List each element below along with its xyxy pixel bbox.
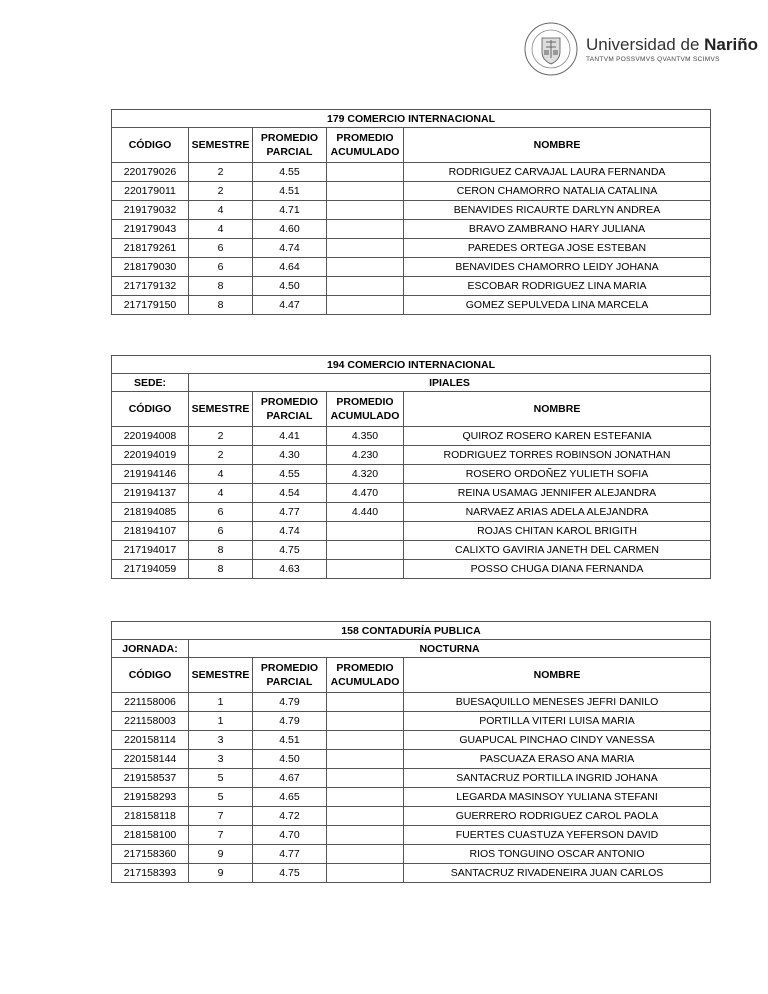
table-row: [112, 750, 711, 769]
col-header-promedio-parcial: PROMEDIO PARCIAL: [253, 658, 327, 693]
col-header-semestre: SEMESTRE: [189, 658, 253, 693]
cell-semestre: 4: [189, 201, 253, 220]
sede-value: IPIALES: [189, 374, 711, 392]
cell-promedio-acumulado: 4.320: [327, 465, 404, 484]
col-header-codigo: CÓDIGO: [112, 392, 189, 427]
logo-university-name: Universidad de Nariño: [586, 34, 758, 54]
table-row: [112, 182, 711, 201]
table-row: [112, 731, 711, 750]
table-row: [112, 163, 711, 182]
cell-semestre: 7: [189, 826, 253, 845]
cell-promedio-acumulado: [327, 731, 404, 750]
table-title: 158 CONTADURÍA PUBLICA: [112, 622, 711, 640]
cell-promedio-parcial: 4.60: [253, 220, 327, 239]
cell-semestre: 8: [189, 560, 253, 579]
cell-semestre: 1: [189, 712, 253, 731]
cell-semestre: 1: [189, 693, 253, 712]
cell-semestre: 4: [189, 220, 253, 239]
cell-semestre: 8: [189, 296, 253, 315]
cell-promedio-acumulado: [327, 864, 404, 883]
cell-nombre: SANTACRUZ PORTILLA INGRID JOHANA: [404, 769, 711, 788]
table-194-comercio-internacional: [111, 355, 711, 579]
cell-semestre: 6: [189, 522, 253, 541]
cell-codigo: 220158114: [112, 731, 189, 750]
cell-semestre: 9: [189, 845, 253, 864]
cell-promedio-acumulado: 4.230: [327, 446, 404, 465]
cell-promedio-acumulado: 4.350: [327, 427, 404, 446]
col-header-promedio-acumulado: PROMEDIO ACUMULADO: [327, 128, 404, 163]
cell-semestre: 9: [189, 864, 253, 883]
col-header-semestre: SEMESTRE: [189, 128, 253, 163]
table-row: [112, 845, 711, 864]
cell-nombre: REINA USAMAG JENNIFER ALEJANDRA: [404, 484, 711, 503]
col-header-nombre: NOMBRE: [404, 392, 711, 427]
table-row: [112, 239, 711, 258]
cell-codigo: 217194017: [112, 541, 189, 560]
jornada-value: NOCTURNA: [189, 640, 711, 658]
cell-codigo: 220194008: [112, 427, 189, 446]
cell-semestre: 7: [189, 807, 253, 826]
cell-promedio-parcial: 4.50: [253, 750, 327, 769]
cell-nombre: BRAVO ZAMBRANO HARY JULIANA: [404, 220, 711, 239]
cell-nombre: PORTILLA VITERI LUISA MARIA: [404, 712, 711, 731]
logo-text: [586, 36, 758, 63]
table-row: [112, 277, 711, 296]
col-header-codigo: CÓDIGO: [112, 128, 189, 163]
cell-nombre: PAREDES ORTEGA JOSE ESTEBAN: [404, 239, 711, 258]
table-title: 194 COMERCIO INTERNACIONAL: [112, 356, 711, 374]
cell-nombre: GUAPUCAL PINCHAO CINDY VANESSA: [404, 731, 711, 750]
cell-promedio-parcial: 4.70: [253, 826, 327, 845]
cell-semestre: 2: [189, 182, 253, 201]
cell-promedio-acumulado: [327, 769, 404, 788]
cell-promedio-parcial: 4.55: [253, 465, 327, 484]
cell-promedio-parcial: 4.55: [253, 163, 327, 182]
cell-semestre: 5: [189, 788, 253, 807]
table-row: [112, 522, 711, 541]
cell-codigo: 219158537: [112, 769, 189, 788]
cell-promedio-parcial: 4.51: [253, 182, 327, 201]
cell-promedio-parcial: 4.79: [253, 712, 327, 731]
cell-promedio-parcial: 4.77: [253, 503, 327, 522]
cell-semestre: 2: [189, 446, 253, 465]
cell-promedio-acumulado: [327, 845, 404, 864]
table-row: [112, 541, 711, 560]
cell-codigo: 218179261: [112, 239, 189, 258]
table-row: [112, 693, 711, 712]
cell-promedio-acumulado: [327, 277, 404, 296]
cell-codigo: 217194059: [112, 560, 189, 579]
cell-codigo: 218194085: [112, 503, 189, 522]
table-row: [112, 465, 711, 484]
university-seal-icon: [524, 22, 578, 76]
cell-codigo: 221158003: [112, 712, 189, 731]
cell-codigo: 218158100: [112, 826, 189, 845]
cell-promedio-parcial: 4.50: [253, 277, 327, 296]
cell-promedio-acumulado: [327, 560, 404, 579]
col-header-promedio-acumulado: PROMEDIO ACUMULADO: [327, 658, 404, 693]
cell-semestre: 6: [189, 239, 253, 258]
cell-nombre: BENAVIDES RICAURTE DARLYN ANDREA: [404, 201, 711, 220]
table-row: [112, 427, 711, 446]
cell-nombre: ROSERO ORDOÑEZ YULIETH SOFIA: [404, 465, 711, 484]
table-row: [112, 864, 711, 883]
cell-semestre: 6: [189, 258, 253, 277]
cell-promedio-parcial: 4.67: [253, 769, 327, 788]
cell-codigo: 217158393: [112, 864, 189, 883]
table-row: [112, 296, 711, 315]
cell-promedio-acumulado: [327, 239, 404, 258]
col-header-promedio-parcial: PROMEDIO PARCIAL: [253, 392, 327, 427]
sede-label: SEDE:: [112, 374, 189, 392]
cell-promedio-acumulado: [327, 541, 404, 560]
cell-promedio-parcial: 4.74: [253, 239, 327, 258]
cell-semestre: 4: [189, 465, 253, 484]
cell-codigo: 219194146: [112, 465, 189, 484]
cell-codigo: 218194107: [112, 522, 189, 541]
cell-promedio-parcial: 4.75: [253, 864, 327, 883]
cell-promedio-parcial: 4.51: [253, 731, 327, 750]
cell-promedio-acumulado: [327, 750, 404, 769]
cell-semestre: 2: [189, 427, 253, 446]
cell-nombre: CERON CHAMORRO NATALIA CATALINA: [404, 182, 711, 201]
table-row: [112, 788, 711, 807]
cell-semestre: 3: [189, 731, 253, 750]
cell-codigo: 220179026: [112, 163, 189, 182]
cell-nombre: RODRIGUEZ TORRES ROBINSON JONATHAN: [404, 446, 711, 465]
cell-promedio-parcial: 4.30: [253, 446, 327, 465]
cell-semestre: 8: [189, 277, 253, 296]
table-title: 179 COMERCIO INTERNACIONAL: [112, 110, 711, 128]
cell-promedio-parcial: 4.75: [253, 541, 327, 560]
table-158-contaduria-publica: [111, 621, 711, 883]
cell-promedio-acumulado: [327, 258, 404, 277]
cell-semestre: 6: [189, 503, 253, 522]
cell-semestre: 3: [189, 750, 253, 769]
cell-promedio-acumulado: 4.470: [327, 484, 404, 503]
table-row: [112, 446, 711, 465]
cell-codigo: 217179150: [112, 296, 189, 315]
col-header-promedio-parcial: PROMEDIO PARCIAL: [253, 128, 327, 163]
cell-semestre: 5: [189, 769, 253, 788]
cell-promedio-parcial: 4.77: [253, 845, 327, 864]
cell-nombre: SANTACRUZ RIVADENEIRA JUAN CARLOS: [404, 864, 711, 883]
cell-nombre: RODRIGUEZ CARVAJAL LAURA FERNANDA: [404, 163, 711, 182]
cell-nombre: QUIROZ ROSERO KAREN ESTEFANIA: [404, 427, 711, 446]
cell-promedio-parcial: 4.54: [253, 484, 327, 503]
table-row: [112, 484, 711, 503]
cell-nombre: GOMEZ SEPULVEDA LINA MARCELA: [404, 296, 711, 315]
cell-codigo: 221158006: [112, 693, 189, 712]
cell-promedio-acumulado: [327, 220, 404, 239]
cell-promedio-parcial: 4.47: [253, 296, 327, 315]
table-row: [112, 220, 711, 239]
cell-semestre: 8: [189, 541, 253, 560]
table-row: [112, 503, 711, 522]
cell-promedio-acumulado: [327, 163, 404, 182]
cell-nombre: BUESAQUILLO MENESES JEFRI DANILO: [404, 693, 711, 712]
cell-promedio-acumulado: [327, 522, 404, 541]
cell-codigo: 220158144: [112, 750, 189, 769]
university-logo: [524, 22, 758, 76]
table-row: [112, 258, 711, 277]
cell-promedio-acumulado: [327, 712, 404, 731]
cell-nombre: CALIXTO GAVIRIA JANETH DEL CARMEN: [404, 541, 711, 560]
cell-nombre: PASCUAZA ERASO ANA MARIA: [404, 750, 711, 769]
cell-promedio-acumulado: [327, 807, 404, 826]
cell-promedio-parcial: 4.72: [253, 807, 327, 826]
table-row: [112, 826, 711, 845]
cell-codigo: 220179011: [112, 182, 189, 201]
cell-nombre: ESCOBAR RODRIGUEZ LINA MARIA: [404, 277, 711, 296]
col-header-nombre: NOMBRE: [404, 658, 711, 693]
col-header-codigo: CÓDIGO: [112, 658, 189, 693]
cell-promedio-parcial: 4.79: [253, 693, 327, 712]
cell-nombre: BENAVIDES CHAMORRO LEIDY JOHANA: [404, 258, 711, 277]
cell-nombre: NARVAEZ ARIAS ADELA ALEJANDRA: [404, 503, 711, 522]
cell-promedio-parcial: 4.64: [253, 258, 327, 277]
cell-codigo: 217179132: [112, 277, 189, 296]
cell-codigo: 220194019: [112, 446, 189, 465]
cell-codigo: 219179032: [112, 201, 189, 220]
cell-codigo: 219179043: [112, 220, 189, 239]
cell-codigo: 219158293: [112, 788, 189, 807]
cell-nombre: RIOS TONGUINO OSCAR ANTONIO: [404, 845, 711, 864]
cell-promedio-parcial: 4.65: [253, 788, 327, 807]
logo-motto: TANTVM POSSVMVS QVANTVM SCIMVS: [586, 55, 720, 63]
cell-promedio-acumulado: [327, 693, 404, 712]
cell-nombre: POSSO CHUGA DIANA FERNANDA: [404, 560, 711, 579]
cell-promedio-acumulado: [327, 788, 404, 807]
cell-nombre: GUERRERO RODRIGUEZ CAROL PAOLA: [404, 807, 711, 826]
cell-promedio-acumulado: [327, 826, 404, 845]
cell-promedio-acumulado: 4.440: [327, 503, 404, 522]
col-header-promedio-acumulado: PROMEDIO ACUMULADO: [327, 392, 404, 427]
cell-codigo: 219194137: [112, 484, 189, 503]
cell-promedio-acumulado: [327, 201, 404, 220]
cell-promedio-acumulado: [327, 182, 404, 201]
cell-nombre: ROJAS CHITAN KAROL BRIGITH: [404, 522, 711, 541]
table-row: [112, 201, 711, 220]
table-row: [112, 560, 711, 579]
cell-codigo: 217158360: [112, 845, 189, 864]
cell-codigo: 218158118: [112, 807, 189, 826]
cell-promedio-parcial: 4.71: [253, 201, 327, 220]
col-header-nombre: NOMBRE: [404, 128, 711, 163]
table-row: [112, 807, 711, 826]
table-row: [112, 769, 711, 788]
table-179-comercio-internacional: [111, 109, 711, 315]
table-row: [112, 712, 711, 731]
cell-semestre: 4: [189, 484, 253, 503]
col-header-semestre: SEMESTRE: [189, 392, 253, 427]
cell-semestre: 2: [189, 163, 253, 182]
cell-promedio-parcial: 4.41: [253, 427, 327, 446]
cell-promedio-parcial: 4.74: [253, 522, 327, 541]
cell-promedio-acumulado: [327, 296, 404, 315]
cell-nombre: LEGARDA MASINSOY YULIANA STEFANI: [404, 788, 711, 807]
jornada-label: JORNADA:: [112, 640, 189, 658]
cell-codigo: 218179030: [112, 258, 189, 277]
cell-nombre: FUERTES CUASTUZA YEFERSON DAVID: [404, 826, 711, 845]
cell-promedio-parcial: 4.63: [253, 560, 327, 579]
